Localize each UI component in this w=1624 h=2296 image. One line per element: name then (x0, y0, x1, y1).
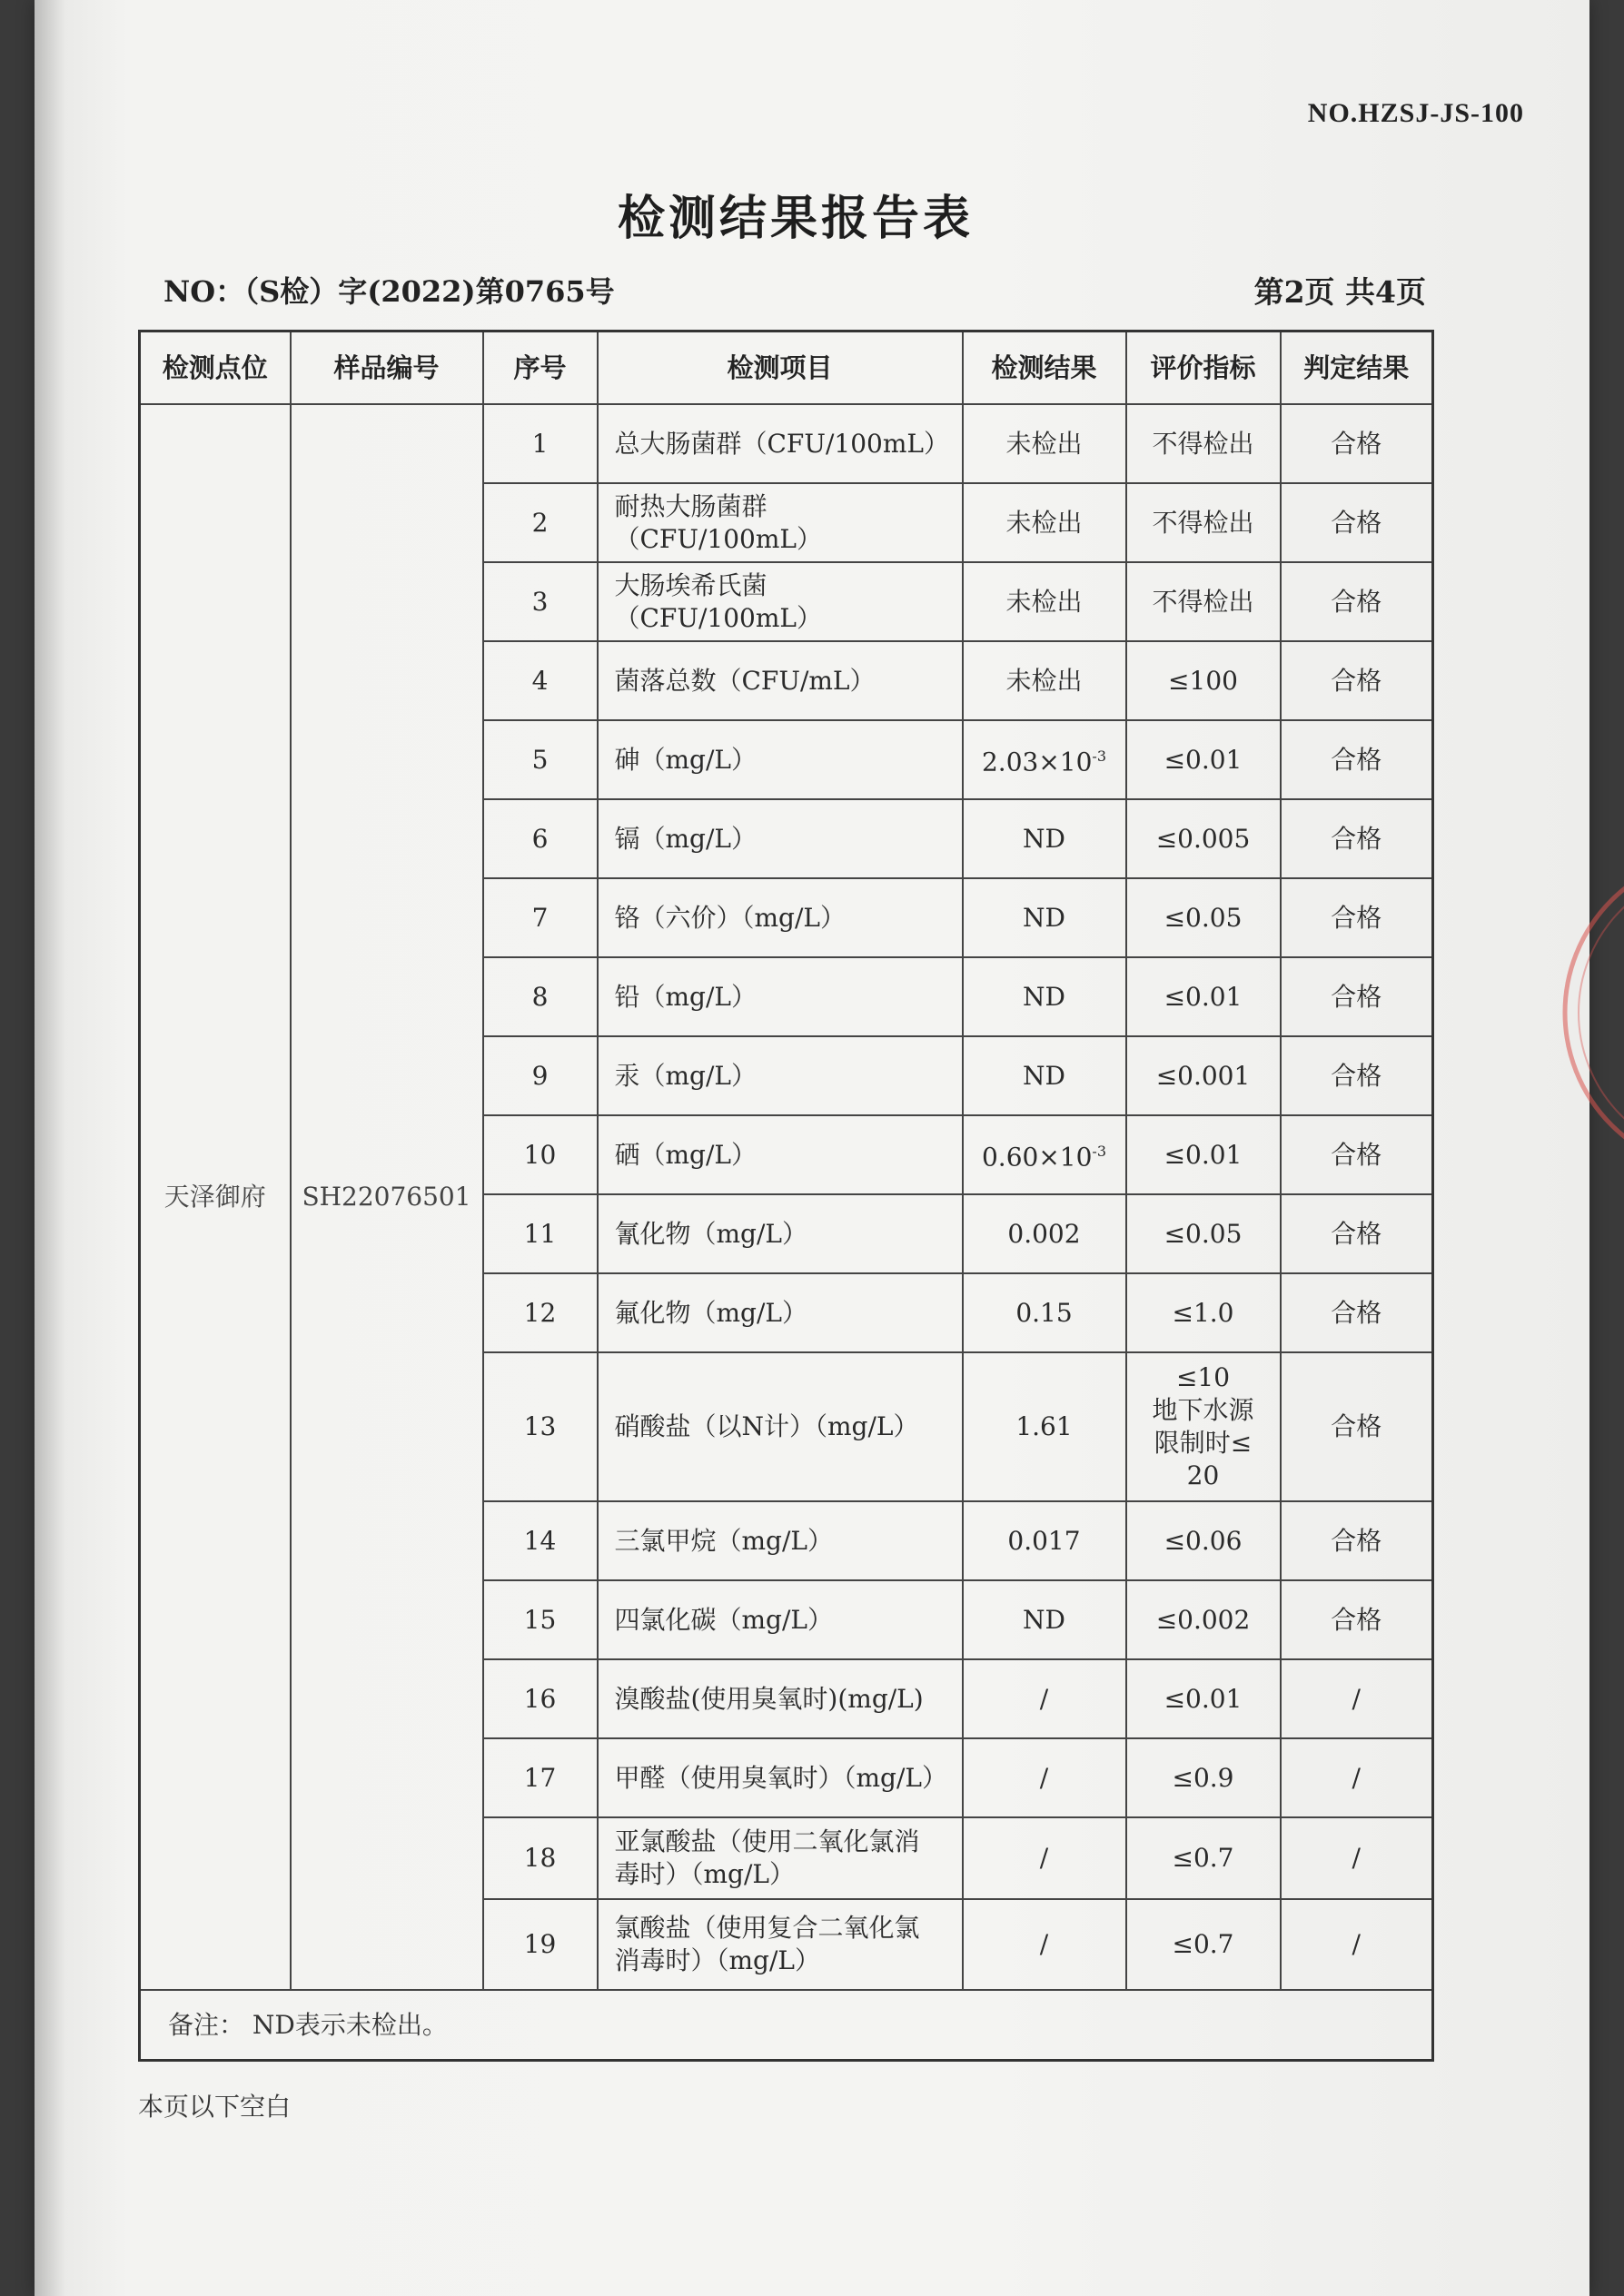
seq-no-cell: 5 (483, 720, 598, 799)
result-cell: / (963, 1817, 1126, 1899)
verdict-cell: / (1281, 1659, 1433, 1738)
result-mantissa: 0.60×10 (981, 1142, 1093, 1173)
result-cell: 未检出 (963, 641, 1126, 720)
limit-cell: ≤0.002 (1126, 1580, 1281, 1659)
limit-line: 20 (1186, 1460, 1220, 1490)
limit-cell: ≤0.01 (1126, 1659, 1281, 1738)
document-code: NO.HZSJ-JS-100 (1307, 98, 1524, 128)
table-note: 备注： ND表示未检出。 (140, 1990, 1433, 2061)
test-item-cell: 砷（mg/L） (598, 720, 963, 799)
test-item-cell: 氟化物（mg/L） (598, 1273, 963, 1352)
limit-cell: ≤0.05 (1126, 1194, 1281, 1273)
seq-no-cell: 8 (483, 957, 598, 1036)
seq-no-cell: 18 (483, 1817, 598, 1899)
verdict-cell: 合格 (1281, 1352, 1433, 1501)
test-item-cell: 四氯化碳（mg/L） (598, 1580, 963, 1659)
test-item-cell: 溴酸盐(使用臭氧时)(mg/L) (598, 1659, 963, 1738)
location-cell: 天泽御府 (140, 404, 291, 1990)
verdict-cell: 合格 (1281, 1115, 1433, 1194)
limit-cell: ≤0.001 (1126, 1036, 1281, 1115)
limit-cell: ≤0.9 (1126, 1738, 1281, 1817)
limit-cell: ≤0.01 (1126, 1115, 1281, 1194)
test-item-cell: 镉（mg/L） (598, 799, 963, 878)
limit-cell: ≤0.01 (1126, 720, 1281, 799)
result-cell: / (963, 1899, 1126, 1990)
test-item-cell: 耐热大肠菌群（CFU/100mL） (598, 483, 963, 562)
test-item-cell: 大肠埃希氏菌（CFU/100mL） (598, 562, 963, 641)
verdict-cell: / (1281, 1817, 1433, 1899)
results-table (138, 330, 1434, 2062)
header-sample-id: 样品编号 (291, 332, 483, 405)
result-cell: 未检出 (963, 562, 1126, 641)
seq-no-cell: 11 (483, 1194, 598, 1273)
seq-no-cell: 19 (483, 1899, 598, 1990)
seq-no-cell: 17 (483, 1738, 598, 1817)
limit-cell: ≤0.7 (1126, 1899, 1281, 1990)
verdict-cell: 合格 (1281, 562, 1433, 641)
verdict-cell: 合格 (1281, 1036, 1433, 1115)
test-item-cell: 氰化物（mg/L） (598, 1194, 963, 1273)
test-item-line: 亚氯酸盐（使用二氧化氯消 (614, 1826, 920, 1856)
test-item-line: 毒时）（mg/L） (614, 1859, 796, 1889)
limit-cell: ≤0.06 (1126, 1501, 1281, 1580)
test-item-line: 氯酸盐（使用复合二氧化氯 (614, 1913, 920, 1943)
document-title: 检测结果报告表 (617, 192, 974, 246)
result-cell (963, 1115, 1126, 1194)
note-row (140, 1990, 1433, 2061)
result-cell (963, 720, 1126, 799)
header-location: 检测点位 (140, 332, 291, 405)
table-body (140, 404, 1433, 1990)
limit-cell: ≤0.05 (1126, 878, 1281, 957)
limit-cell: ≤1.0 (1126, 1273, 1281, 1352)
seq-no-cell: 6 (483, 799, 598, 878)
table-header-row (140, 332, 1433, 405)
verdict-cell: / (1281, 1899, 1433, 1990)
limit-cell (1126, 1352, 1281, 1501)
limit-line: ≤10 (1175, 1362, 1231, 1392)
limit-cell: 不得检出 (1126, 562, 1281, 641)
limit-cell: ≤0.7 (1126, 1817, 1281, 1899)
test-item-line: 消毒时）（mg/L） (614, 1945, 821, 1975)
seq-no-cell: 1 (483, 404, 598, 483)
seq-no-cell: 2 (483, 483, 598, 562)
test-item-cell: 汞（mg/L） (598, 1036, 963, 1115)
test-item-cell: 铬（六价）（mg/L） (598, 878, 963, 957)
page-indicator: 第2页 共4页 (1253, 274, 1426, 310)
verdict-cell: / (1281, 1738, 1433, 1817)
sample-id-cell: SH22076501 (291, 404, 483, 1990)
seq-no-cell: 3 (483, 562, 598, 641)
header-verdict: 判定结果 (1281, 332, 1433, 405)
test-item-cell: 硝酸盐（以N计）（mg/L） (598, 1352, 963, 1501)
result-cell: 0.017 (963, 1501, 1126, 1580)
seq-no-cell: 12 (483, 1273, 598, 1352)
page-fold-shadow (35, 0, 65, 2296)
verdict-cell: 合格 (1281, 957, 1433, 1036)
limit-cell: 不得检出 (1126, 404, 1281, 483)
test-item-cell: 铅（mg/L） (598, 957, 963, 1036)
verdict-cell: 合格 (1281, 1501, 1433, 1580)
verdict-cell: 合格 (1281, 1273, 1433, 1352)
result-cell: / (963, 1659, 1126, 1738)
result-cell: ND (963, 878, 1126, 957)
verdict-cell: 合格 (1281, 720, 1433, 799)
seq-no-cell: 10 (483, 1115, 598, 1194)
seq-no-cell: 7 (483, 878, 598, 957)
result-cell: ND (963, 957, 1126, 1036)
verdict-cell: 合格 (1281, 878, 1433, 957)
test-item-cell: 菌落总数（CFU/mL） (598, 641, 963, 720)
report-number: NO：（S检）字(2022)第0765号 (163, 274, 615, 309)
header-result: 检测结果 (963, 332, 1126, 405)
header-test-item: 检测项目 (598, 332, 963, 405)
test-item-cell (598, 1817, 963, 1899)
test-item-cell: 总大肠菌群（CFU/100mL） (598, 404, 963, 483)
result-cell: 0.15 (963, 1273, 1126, 1352)
limit-cell: ≤0.005 (1126, 799, 1281, 878)
result-cell: 1.61 (963, 1352, 1126, 1501)
seq-no-cell: 14 (483, 1501, 598, 1580)
result-cell: ND (963, 799, 1126, 878)
seq-no-cell: 4 (483, 641, 598, 720)
verdict-cell: 合格 (1281, 483, 1433, 562)
limit-line: 限制时≤ (1154, 1428, 1253, 1458)
inspection-seal-stamp (1551, 845, 1624, 1181)
header-limit: 评价指标 (1126, 332, 1281, 405)
header-seq-no: 序号 (483, 332, 598, 405)
test-item-cell (598, 1899, 963, 1990)
result-cell: 未检出 (963, 483, 1126, 562)
result-cell: ND (963, 1580, 1126, 1659)
test-item-cell: 三氯甲烷（mg/L） (598, 1501, 963, 1580)
result-cell: / (963, 1738, 1126, 1817)
limit-line: 地下水源 (1152, 1395, 1254, 1425)
verdict-cell: 合格 (1281, 641, 1433, 720)
result-cell: 未检出 (963, 404, 1126, 483)
limit-cell: 不得检出 (1126, 483, 1281, 562)
seq-no-cell: 13 (483, 1352, 598, 1501)
verdict-cell: 合格 (1281, 799, 1433, 878)
seq-no-cell: 9 (483, 1036, 598, 1115)
blank-below-note: 本页以下空白 (138, 2092, 292, 2122)
result-mantissa: 2.03×10 (981, 747, 1093, 777)
result-exponent: -3 (1092, 1143, 1107, 1161)
seq-no-cell: 15 (483, 1580, 598, 1659)
limit-cell: ≤100 (1126, 641, 1281, 720)
verdict-cell: 合格 (1281, 1194, 1433, 1273)
verdict-cell: 合格 (1281, 404, 1433, 483)
verdict-cell: 合格 (1281, 1580, 1433, 1659)
result-cell: 0.002 (963, 1194, 1126, 1273)
limit-cell: ≤0.01 (1126, 957, 1281, 1036)
seq-no-cell: 16 (483, 1659, 598, 1738)
result-cell: ND (963, 1036, 1126, 1115)
test-item-cell: 硒（mg/L） (598, 1115, 963, 1194)
result-exponent: -3 (1092, 747, 1107, 766)
test-item-cell: 甲醛（使用臭氧时）（mg/L） (598, 1738, 963, 1817)
table-row (140, 404, 1433, 483)
